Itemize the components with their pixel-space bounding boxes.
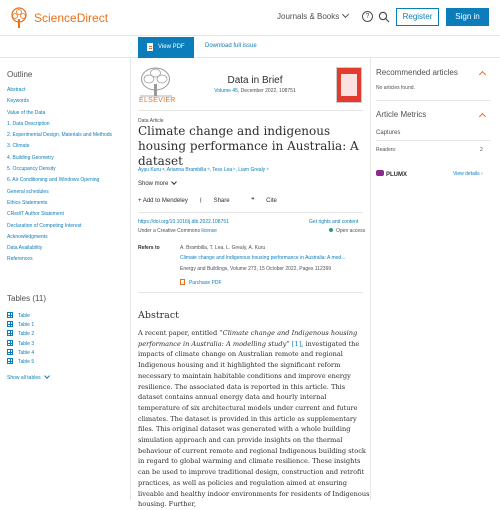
outline-item[interactable]: 2. Experimental Design, Materials and Methods [7, 132, 113, 139]
download-full-issue-link[interactable]: Download full issue [205, 43, 257, 49]
view-details-link[interactable]: View details › [453, 171, 483, 177]
volume-info [198, 88, 312, 94]
view-pdf-label: View PDF [158, 44, 185, 50]
register-button[interactable]: Register [396, 8, 439, 26]
license-prefix: Under a Creative Commons [138, 228, 202, 234]
readers-count: 2 [480, 147, 483, 153]
table-icon [7, 349, 13, 355]
abstract-intro: A recent paper, entitled “ [138, 329, 223, 337]
table-icon [7, 312, 13, 318]
chevron-down-icon [342, 11, 349, 18]
outline-item[interactable]: 5. Occupancy Density [7, 166, 56, 173]
share-label: Share [213, 198, 230, 204]
show-more-button[interactable] [138, 181, 176, 187]
table-link[interactable] [7, 329, 34, 338]
doi-link[interactable]: https://doi.org/10.1016/j.dib.2022.108751 [138, 219, 229, 225]
author-list[interactable]: Ayşu Kuru ᵃ, Arianna Brambilla ᵇ, Tess Lea ᵇ, Liam Grealy ᵇ [138, 167, 269, 173]
table-link-label: Table [18, 313, 30, 319]
view-details-label: View details [453, 171, 480, 177]
plumx-logo [376, 170, 407, 178]
abstract-body: , investigated the impacts of climate change on Australian remote and regional Indigenous housing and it highlighted the significant reform necessary to maintain habitable conditions and improve energy resilience. The associated data is reported in this article. This dataset contains annual energy data and hourly internal temperature of six architectural models under current and future climates. The dataset is provided in this article as supplementary files. This original dataset was generated with a whole building simulation approach and can provide insights on the thermal behaviour of current remote and regional Indigenous building stock in regard to global warming and climate resilience. These insights can be used to improve traditional design, construction and retrofit practices, as well as policies and regulation aimed at ensuring liveable and healthy indoor environments for residents of Indigenous housing. Further, [138, 339, 370, 509]
license-link[interactable]: license [201, 228, 217, 234]
table-icon [7, 330, 13, 336]
table-link-label: Table 5 [18, 358, 35, 365]
article-type: Data Article [138, 118, 164, 124]
outline-item[interactable]: 1. Data Description [7, 120, 50, 127]
refers-journal: Energy and Buildings, Volume 273, 15 October 2022, Pages 112399 [180, 266, 332, 272]
divider [138, 110, 363, 111]
outline-item[interactable]: General schedules [7, 188, 49, 195]
table-icon [7, 340, 13, 346]
outline-item[interactable]: Abstract [7, 87, 26, 93]
outline-heading: Outline [7, 70, 33, 79]
share-icon: ⟨ [199, 198, 204, 204]
no-articles-text: No articles found. [376, 85, 415, 91]
show-all-tables-link[interactable] [7, 375, 49, 381]
open-access-badge [329, 228, 365, 234]
outline-item[interactable]: References [7, 256, 33, 263]
open-access-icon [329, 228, 333, 232]
outline-item[interactable]: Keywords [7, 98, 29, 105]
divider [138, 212, 363, 213]
table-link-label: Table 3 [18, 340, 35, 347]
volume-date: , December 2022, 108751 [237, 88, 296, 94]
chevron-up-icon[interactable] [479, 113, 486, 120]
outline-item[interactable]: Value of the Data [7, 109, 46, 116]
table-link[interactable] [7, 320, 34, 329]
abstract-quoted-title: Climate change and Indigenous housing performance in Australia: A modelling study [138, 329, 358, 348]
journal-title[interactable]: Data in Brief [227, 75, 283, 86]
captures-label: Captures [376, 130, 401, 136]
publisher-name: ELSEVIER [139, 97, 176, 104]
view-pdf-button[interactable] [138, 37, 194, 58]
help-icon[interactable]: ? [362, 11, 373, 22]
divider [138, 292, 363, 293]
brand-name[interactable]: ScienceDirect [34, 11, 109, 25]
add-to-mendeley-button[interactable]: + Add to Mendeley [138, 198, 188, 204]
purchase-pdf-link[interactable] [180, 278, 222, 286]
journals-books-label: Journals & Books [277, 12, 340, 21]
journal-cover-image[interactable] [336, 67, 362, 103]
divider [130, 58, 131, 500]
volume-link[interactable]: Volume 45 [214, 88, 238, 94]
show-all-tables-label: Show all tables [7, 375, 41, 381]
elsevier-tree-icon[interactable] [8, 7, 30, 29]
table-link-label: Table 2 [18, 331, 35, 338]
refers-authors: A. Brambilla, T. Lea, L. Grealy, A. Kuru [180, 245, 266, 251]
search-icon[interactable] [378, 11, 390, 23]
journals-books-menu[interactable] [277, 12, 348, 21]
license-info [138, 228, 217, 234]
refers-to-label: Refers to [138, 245, 160, 251]
table-link[interactable] [7, 348, 34, 357]
divider [376, 140, 490, 141]
cite-label: Cite [266, 198, 277, 204]
article-title: Climate change and indigenous housing performance in Australia: A dataset [138, 124, 359, 168]
table-icon [7, 358, 13, 364]
abstract-heading: Abstract [138, 310, 179, 321]
table-link-label: Table 4 [18, 349, 35, 356]
reference-link[interactable]: [1] [291, 339, 302, 348]
top-bar [0, 0, 500, 36]
quote-icon: ❞ [251, 198, 257, 204]
table-link-label: Table 1 [18, 322, 35, 329]
outline-item[interactable]: CRediT Author Statement [7, 211, 64, 218]
tables-list [7, 311, 34, 366]
rights-link[interactable]: Get rights and content [309, 219, 359, 225]
outline-item[interactable]: Declaration of Competing Interest [7, 222, 82, 229]
outline-item[interactable]: 4. Building Geometry [7, 154, 54, 161]
purchase-pdf-label: Purchase PDF [189, 280, 222, 286]
outline-item[interactable]: Acknowledgments [7, 233, 48, 240]
open-access-label: Open access [336, 228, 366, 234]
refers-article-link[interactable]: Climate change and Indigenous housing performance in Australia: A mod... [180, 255, 346, 261]
outline-item[interactable]: Data Availability [7, 245, 43, 252]
table-link[interactable] [7, 339, 34, 348]
readers-label: Readers: [376, 147, 397, 153]
outline-item[interactable]: 3. Climate [7, 143, 30, 150]
table-link[interactable] [7, 357, 34, 366]
cite-button[interactable] [251, 198, 287, 204]
abstract-text [138, 328, 370, 509]
chevron-down-icon [44, 373, 50, 379]
outline-item[interactable]: 6. Air Conditioning and Windows Opening [7, 177, 100, 184]
outline-list [7, 85, 127, 266]
article-metrics-heading[interactable]: Article Metrics [376, 110, 427, 119]
article-actions [138, 197, 297, 204]
pdf-icon [147, 43, 153, 51]
divider [370, 58, 371, 500]
pdf-icon [180, 279, 185, 285]
table-link[interactable] [7, 311, 34, 320]
abstract-quote-close: ” [286, 339, 292, 348]
table-icon [7, 321, 13, 327]
tables-heading: Tables (11) [7, 294, 46, 303]
plumx-icon [376, 170, 384, 176]
chevron-down-icon [172, 179, 178, 185]
outline-item[interactable]: Ethics Statements [7, 199, 48, 206]
divider [376, 100, 490, 101]
share-button[interactable] [200, 198, 240, 204]
plumx-label: PLUMX [386, 172, 407, 178]
sign-in-button[interactable]: Sign in [446, 8, 489, 26]
recommended-articles-heading[interactable]: Recommended articles [376, 68, 458, 77]
show-more-label: Show more [138, 181, 169, 187]
chevron-up-icon[interactable] [479, 71, 486, 78]
